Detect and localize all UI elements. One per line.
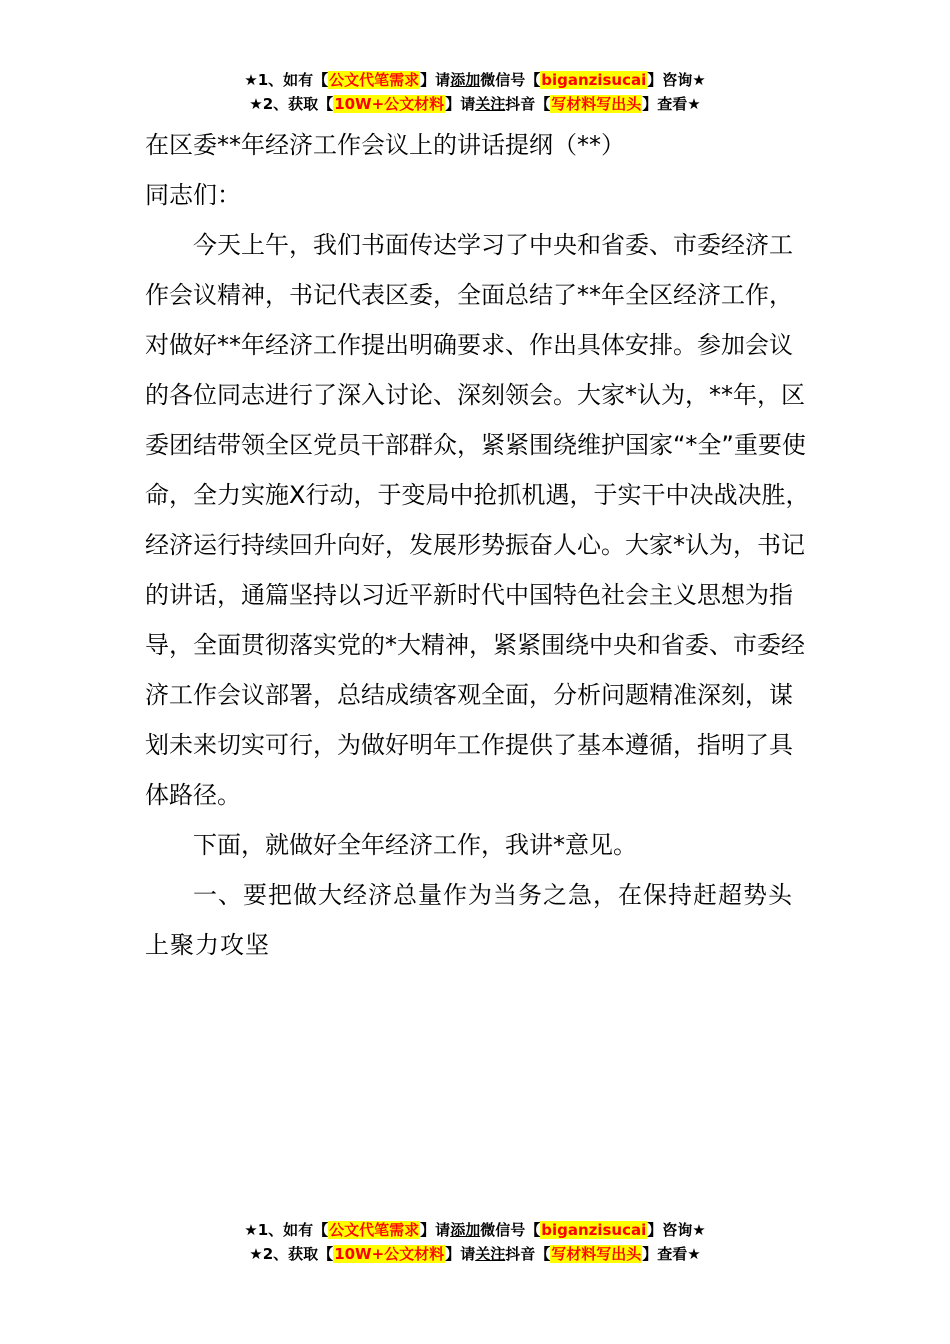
promo-text: 】请 bbox=[445, 95, 476, 113]
promo-underlined: 关注 bbox=[475, 95, 506, 113]
document-body bbox=[145, 120, 810, 970]
promo-highlight: 写材料写出头 bbox=[551, 95, 642, 113]
promo-text: 】请 bbox=[420, 71, 451, 89]
promo-line-1 bbox=[0, 1218, 950, 1242]
promo-highlight: 写材料写出头 bbox=[551, 1245, 642, 1263]
salutation: 同志们： bbox=[145, 181, 241, 209]
promo-text: 】咨询★ bbox=[647, 1221, 706, 1239]
promo-text: 抖音【 bbox=[505, 1245, 551, 1263]
promo-text: 】查看★ bbox=[642, 95, 701, 113]
promo-text: 微信号【 bbox=[480, 1221, 541, 1239]
promo-text: 】查看★ bbox=[642, 1245, 701, 1263]
promo-highlight: 公文代笔需求 bbox=[329, 1221, 420, 1239]
promo-highlight: 10W+公文材料 bbox=[334, 1245, 445, 1263]
body-paragraph-1: 今天上午，我们书面传达学习了中央和省委、市委经济工作会议精神，书记代表区委，全面总结了**年全区经济工作，对做好**年经济工作提出明确要求、作出具体安排。参加会议的各位同志进行了深入讨论、深刻领会。大家*认为，**年，区委团结带领全区党员干部群众，紧紧围绕维护国家“*全”重要使命，全力实施Ⅹ行动，于变局中抢抓机遇，于实干中决战决胜，经济运行持续回升向好，发展形势振奋人心。大家*认为，书记的讲话，通篇坚持以习近平新时代中国特色社会主义思想为指导，全面贯彻落实党的*大精神，紧紧围绕中央和省委、市委经济工作会议部署，总结成绩客观全面，分析问题精准深刻，谋划未来切实可行，为做好明年工作提供了基本遵循，指明了具体路径。 bbox=[145, 231, 810, 809]
promo-text: ★2、获取【 bbox=[249, 1245, 334, 1263]
document-title: 在区委**年经济工作会议上的讲话提纲（**） bbox=[145, 131, 625, 159]
promo-text: ★1、如有【 bbox=[244, 1221, 329, 1239]
promo-highlight: biganzisucai bbox=[541, 1221, 647, 1239]
promo-line-2 bbox=[0, 92, 950, 116]
promo-highlight: 公文代笔需求 bbox=[329, 71, 420, 89]
promo-text: 】咨询★ bbox=[647, 71, 706, 89]
promo-line-1 bbox=[0, 68, 950, 92]
promo-text: 】请 bbox=[445, 1245, 476, 1263]
promo-text: ★1、如有【 bbox=[244, 71, 329, 89]
promo-line-2 bbox=[0, 1242, 950, 1266]
promo-highlight: biganzisucai bbox=[541, 71, 647, 89]
header-promo bbox=[0, 68, 950, 116]
promo-text: ★2、获取【 bbox=[249, 95, 334, 113]
promo-text: 抖音【 bbox=[505, 95, 551, 113]
promo-underlined: 关注 bbox=[475, 1245, 506, 1263]
footer-promo bbox=[0, 1218, 950, 1266]
promo-underlined: 添加 bbox=[450, 1221, 481, 1239]
section-heading-1: 一、要把做大经济总量作为当务之急，在保持赶超势头上聚力攻坚 bbox=[145, 881, 793, 959]
promo-highlight: 10W+公文材料 bbox=[334, 95, 445, 113]
promo-text: 微信号【 bbox=[480, 71, 541, 89]
promo-text: 】请 bbox=[420, 1221, 451, 1239]
body-paragraph-2: 下面，就做好全年经济工作，我讲*意见。 bbox=[193, 831, 637, 859]
promo-underlined: 添加 bbox=[450, 71, 481, 89]
